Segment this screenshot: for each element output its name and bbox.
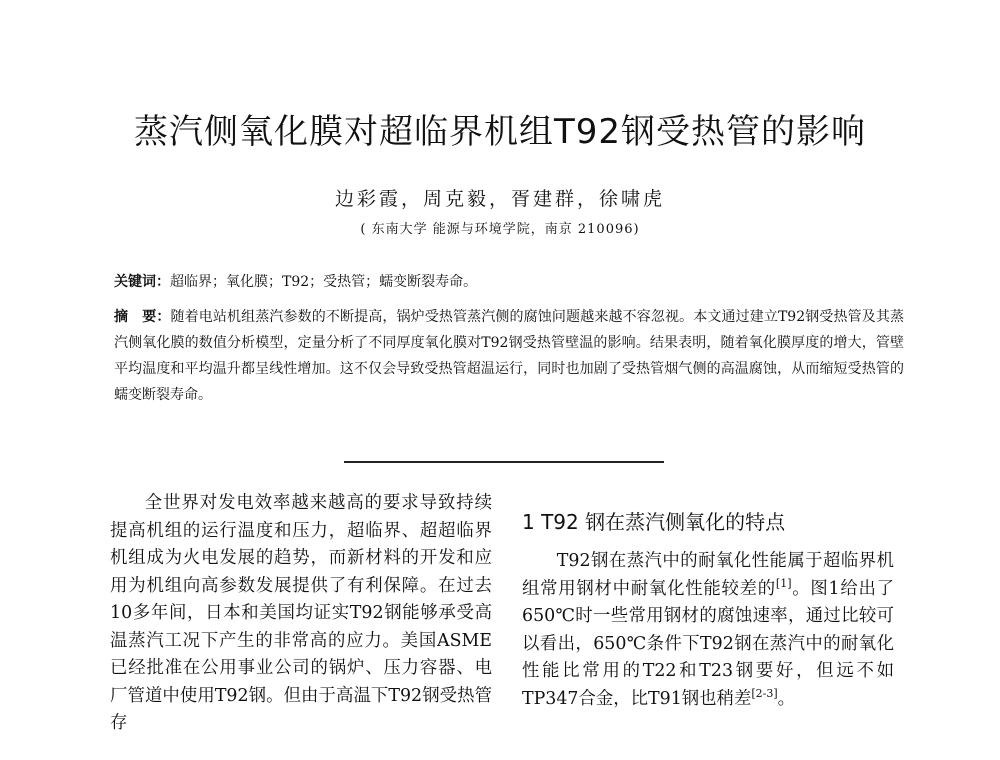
keywords-text: 超临界；氧化膜；T92；受热管；蠕变断裂寿命。 [170,274,478,290]
intro-paragraph [110,490,492,738]
citation[interactable]: [1] [775,576,792,590]
intro-text: 全世界对发电效率越来越高的要求导致持续提高机组的运行温度和压力，超临界、超超临界机组成为火电发展的趋势，而新材料的开发和应用为机组向高参数发展提供了有利保障。在过去10多年间，日本和美国均证实T92钢能够承受高温蒸汽工况下产生的非常高的应力。美国ASME已经批准在公用事业公司的锅炉、压力容器、电厂管道中使用T92钢。但由于高温下T92钢受热管存 [110,493,492,733]
section-paragraph [522,548,894,713]
keywords-label: 关键词： [114,274,170,290]
author-list: 边彩霞，周克毅，胥建群，徐啸虎 [334,188,665,210]
abstract [114,304,904,408]
abstract-text: 随着电站机组蒸汽参数的不断提高，锅炉受热管蒸汽侧的腐蚀问题越来越不容忽视。本文通过建立T92钢受热管及其蒸汽侧氧化膜的数值分析模型，定量分析了不同厚度氧化膜对T92钢受热管壁温的影响。结果表明，随着氧化膜厚度的增大，管壁平均温度和平均温升都呈线性增加。这不仅会导致受热管超温运行，同时也加剧了受热管烟气侧的高温腐蚀，从而缩短受热管的蠕变断裂寿命。 [114,309,905,403]
section-text-c: 。 [777,688,796,709]
section-text-b: 。图1给出了650℃时一些常用钢材的腐蚀速率，通过比较可以看出，650℃条件下T92钢在蒸汽中的耐氧化性能比常用的T22和T23钢要好，但远不如TP347合金，比T91钢也稍差 [522,578,894,709]
citation[interactable]: [2-3] [751,686,778,700]
section-heading: 1 T92 钢在蒸汽侧氧化的特点 [522,510,786,534]
section-text-a: T92钢在蒸汽中的耐氧化性能属于超临界机组常用钢材中耐氧化性能较差的 [522,551,894,599]
keywords [114,272,904,292]
section-divider [344,461,664,463]
paper-title: 蒸汽侧氧化膜对超临界机组T92钢受热管的影响 [133,112,867,152]
abstract-label: 摘 要： [114,309,171,325]
affiliation: ( 东南大学 能源与环境学院，南京 210096) [360,222,640,237]
